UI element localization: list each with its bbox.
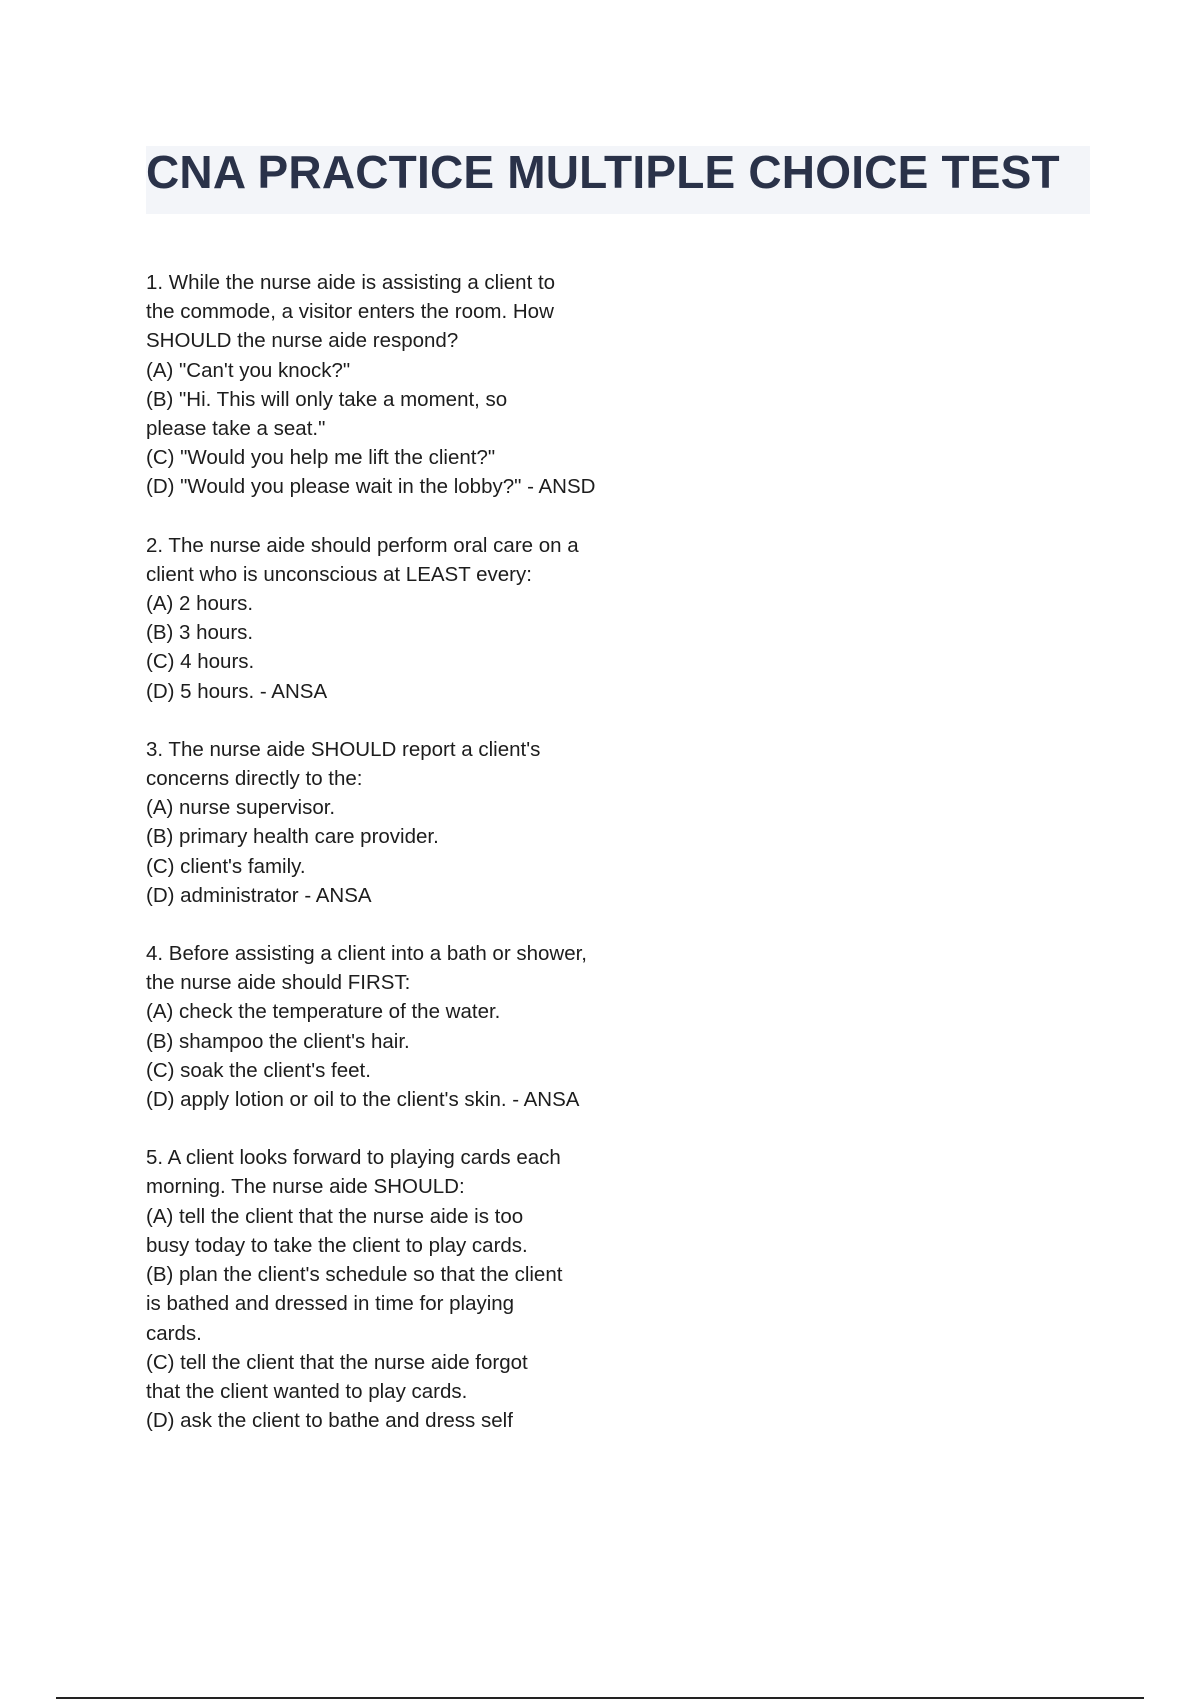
question-2 bbox=[146, 531, 666, 706]
question-1 bbox=[146, 268, 666, 502]
footer-divider bbox=[56, 1697, 1144, 1699]
question-5-option-b: (B) plan the client's schedule so that the client bbox=[146, 1263, 563, 1287]
question-2-line-2: client who is unconscious at LEAST every: bbox=[146, 562, 532, 586]
question-3 bbox=[146, 735, 666, 910]
question-2-option-b: (B) 3 hours. bbox=[146, 621, 254, 645]
question-4-option-b: (B) shampoo the client's hair. bbox=[146, 1029, 410, 1053]
question-1-line-1: 1. While the nurse aide is assisting a client to bbox=[146, 271, 556, 294]
question-3-line-2: concerns directly to the: bbox=[146, 767, 363, 791]
question-2-option-d: (D) 5 hours. - ANSA bbox=[146, 679, 328, 703]
question-1-option-b: (B) "Hi. This will only take a moment, so bbox=[146, 387, 508, 411]
question-4 bbox=[146, 939, 666, 1114]
question-5-option-d: (D) ask the client to bathe and dress self bbox=[146, 1409, 513, 1433]
question-3-option-c: (C) client's family. bbox=[146, 854, 306, 878]
question-3-line-1: 3. The nurse aide SHOULD report a client's bbox=[146, 737, 541, 761]
question-1-line-2: the commode, a visitor enters the room. How bbox=[146, 300, 554, 324]
page-title: CNA PRACTICE MULTIPLE CHOICE TEST bbox=[146, 146, 1060, 198]
question-5-option-c-cont: that the client wanted to play cards. bbox=[146, 1379, 468, 1403]
question-2-line-1: 2. The nurse aide should perform oral care on a bbox=[146, 533, 579, 557]
question-4-line-2: the nurse aide should FIRST: bbox=[146, 971, 411, 995]
question-5-line-2: morning. The nurse aide SHOULD: bbox=[146, 1175, 465, 1199]
question-3-option-b: (B) primary health care provider. bbox=[146, 825, 439, 849]
question-3-option-d: (D) administrator - ANSA bbox=[146, 883, 372, 907]
question-5-option-c: (C) tell the client that the nurse aide forgot bbox=[146, 1350, 528, 1374]
question-5 bbox=[146, 1143, 666, 1435]
question-2-option-c: (C) 4 hours. bbox=[146, 650, 255, 674]
question-list bbox=[146, 268, 666, 1464]
question-1-option-a: (A) "Can't you knock?" bbox=[146, 358, 351, 382]
question-4-line-1: 4. Before assisting a client into a bath or shower, bbox=[146, 942, 588, 966]
question-1-line-3: SHOULD the nurse aide respond? bbox=[146, 329, 459, 353]
question-4-option-c: (C) soak the client's feet. bbox=[146, 1058, 371, 1082]
question-4-option-d: (D) apply lotion or oil to the client's skin. - ANSA bbox=[146, 1088, 580, 1112]
question-5-option-a: (A) tell the client that the nurse aide is too bbox=[146, 1204, 524, 1228]
question-2-option-a: (A) 2 hours. bbox=[146, 592, 254, 616]
question-3-option-a: (A) nurse supervisor. bbox=[146, 796, 336, 820]
question-1-option-d: (D) "Would you please wait in the lobby?" - ANSD bbox=[146, 475, 596, 499]
question-5-option-a-cont: busy today to take the client to play cards. bbox=[146, 1233, 528, 1257]
question-1-option-b-cont: please take a seat." bbox=[146, 417, 326, 441]
question-4-option-a: (A) check the temperature of the water. bbox=[146, 1000, 501, 1024]
question-5-option-b-cont-2: cards. bbox=[146, 1321, 202, 1345]
question-5-line-1: 5. A client looks forward to playing cards each bbox=[146, 1146, 561, 1170]
question-5-option-b-cont-1: is bathed and dressed in time for playing bbox=[146, 1292, 515, 1316]
question-1-option-c: (C) "Would you help me lift the client?" bbox=[146, 446, 496, 470]
